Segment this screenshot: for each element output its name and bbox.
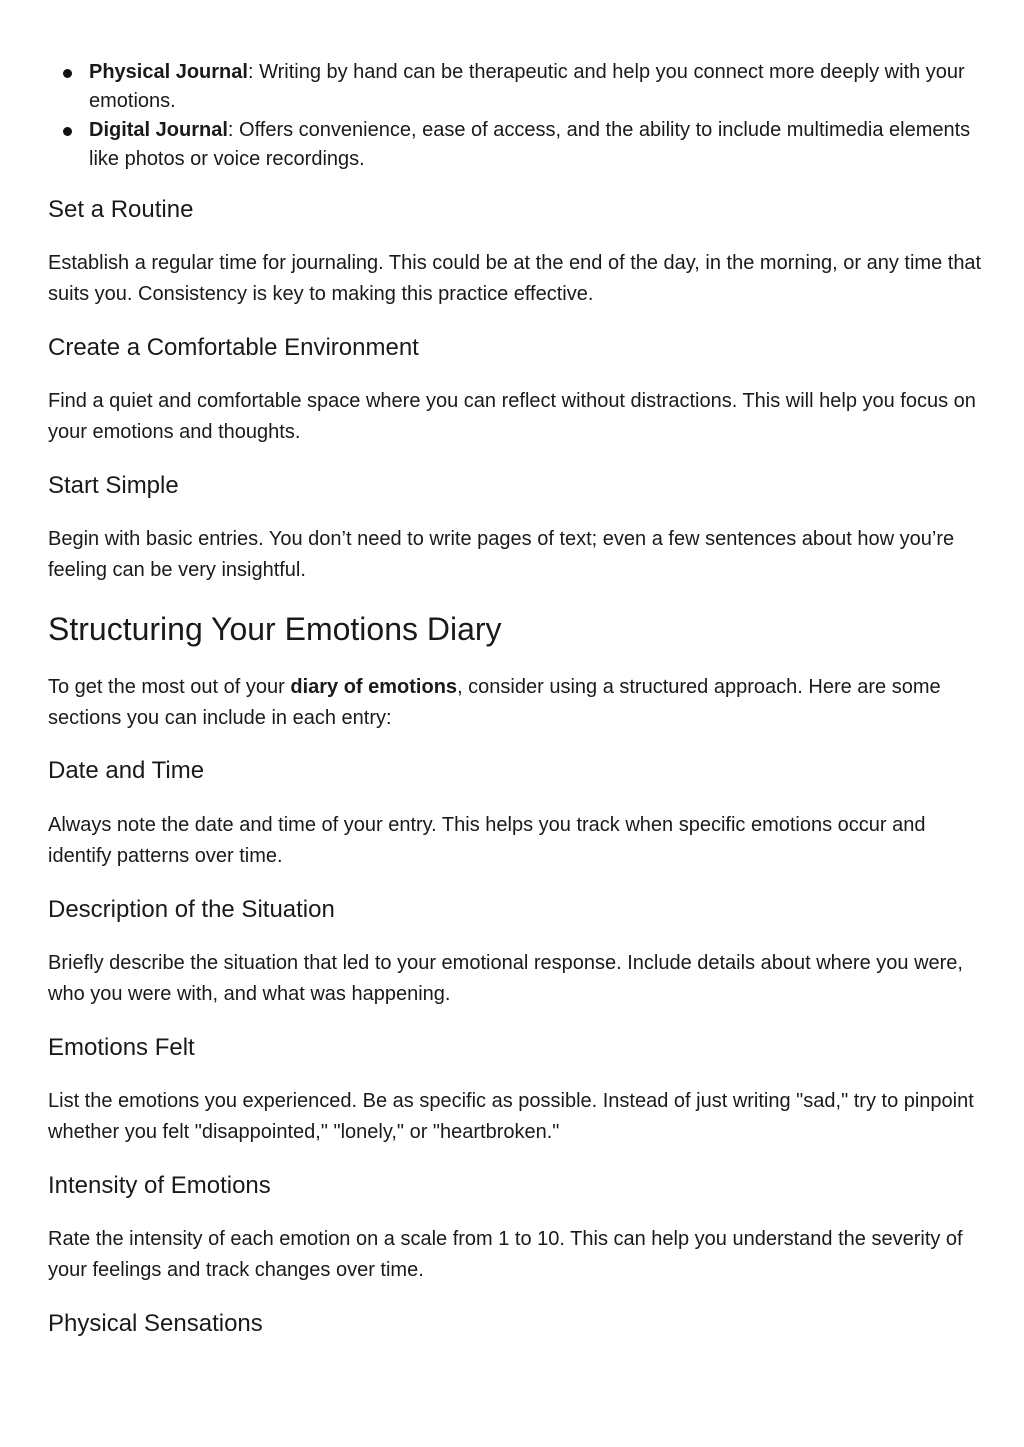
intro-text-before: To get the most out of your — [48, 676, 291, 698]
heading-description-situation: Description of the Situation — [48, 896, 335, 923]
heading-emotions-felt: Emotions Felt — [48, 1034, 195, 1061]
paragraph-structuring-intro — [48, 672, 984, 734]
journal-type-list — [48, 0, 976, 174]
paragraph-description-situation: Briefly describe the situation that led to your emotional response. Include details about where you were, who you were with, and what was happening. — [48, 952, 963, 1005]
heading-intensity-emotions: Intensity of Emotions — [48, 1172, 271, 1199]
heading-date-and-time: Date and Time — [48, 757, 205, 784]
list-item-term: Digital Journal — [89, 119, 228, 141]
paragraph-start-simple: Begin with basic entries. You don’t need to write pages of text; even a few sentences about how you’re feeling can be very insightful. — [48, 528, 955, 581]
bullet-icon — [63, 127, 72, 136]
paragraph-intensity-emotions: Rate the intensity of each emotion on a scale from 1 to 10. This can help you understand the severity of your feelings and track changes over time. — [48, 1228, 963, 1281]
heading-structuring-diary: Structuring Your Emotions Diary — [48, 611, 502, 647]
heading-physical-sensations: Physical Sensations — [48, 1310, 263, 1337]
list-item-term: Physical Journal — [89, 61, 248, 83]
heading-set-a-routine: Set a Routine — [48, 196, 194, 223]
list-item-text: : Writing by hand can be therapeutic and help you connect more deeply with your emotions. — [89, 61, 965, 112]
list-item-physical-journal — [48, 58, 976, 116]
list-item-text: : Offers convenience, ease of access, and the ability to include multimedia elements like photos or voice recordings. — [89, 119, 971, 170]
paragraph-set-a-routine: Establish a regular time for journaling. This could be at the end of the day, in the morning, or any time that suits you. Consistency is key to making this practice effective. — [48, 252, 982, 305]
paragraph-comfortable-environment: Find a quiet and comfortable space where you can reflect without distractions. This will help you focus on your emotions and thoughts. — [48, 390, 976, 443]
intro-text-bold: diary of emotions — [290, 676, 458, 698]
list-item-digital-journal — [48, 116, 976, 174]
heading-start-simple: Start Simple — [48, 472, 179, 499]
intro-text-after: , consider using a structured approach. Here are some sections you can include in each entry: — [48, 676, 941, 729]
heading-comfortable-environment: Create a Comfortable Environment — [48, 334, 419, 361]
paragraph-date-and-time: Always note the date and time of your entry. This helps you track when specific emotions occur and identify patterns over time. — [48, 814, 926, 867]
bullet-icon — [63, 69, 72, 78]
paragraph-emotions-felt: List the emotions you experienced. Be as specific as possible. Instead of just writing "sad," try to pinpoint whether you felt "disappointed," "lonely," or "heartbroken." — [48, 1090, 974, 1143]
